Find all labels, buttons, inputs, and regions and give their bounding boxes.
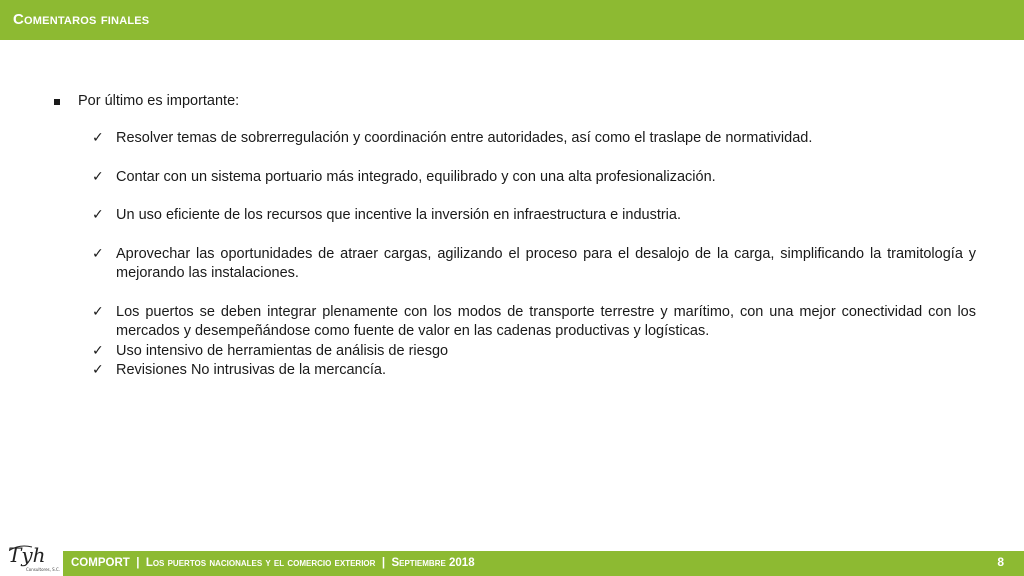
list-item-text: Resolver temas de sobrerregulación y coordinación entre autoridades, así como el traslape de normatividad. xyxy=(116,130,813,146)
page-number: 8 xyxy=(997,555,1004,569)
footer-bar xyxy=(63,551,1024,576)
checkmark-icon: ✓ xyxy=(92,246,104,262)
checkmark-icon: ✓ xyxy=(92,343,104,359)
list-item xyxy=(92,206,976,225)
square-bullet-icon xyxy=(54,99,60,105)
checkmark-icon: ✓ xyxy=(92,207,104,223)
logo-text: Tyh xyxy=(8,543,46,567)
list-item xyxy=(92,245,976,283)
list-item-text: Contar con un sistema portuario más integrado, equilibrado y con una alta profesionalización. xyxy=(116,169,716,185)
footer-date: Septiembre 2018 xyxy=(391,557,475,569)
checkmark-icon: ✓ xyxy=(92,304,104,320)
logo-subtext: Consultores, S.C. xyxy=(26,567,60,572)
list-item-text: Revisiones No intrusivas de la mercancía. xyxy=(116,362,386,378)
list-item-text: Un uso eficiente de los recursos que incentive la inversión en infraestructura e industria. xyxy=(116,207,681,223)
list-item xyxy=(92,129,976,148)
list-item xyxy=(92,168,976,187)
company-logo xyxy=(6,540,60,574)
footer-caption xyxy=(71,557,475,569)
list-item xyxy=(92,361,976,380)
checkmark-icon: ✓ xyxy=(92,362,104,378)
list-item-text: Uso intensivo de herramientas de análisis de riesgo xyxy=(116,343,449,359)
list-item-text: Los puertos se deben integrar plenamente con los modos de transporte terrestre y marítimo, con una mejor conectividad con los mercados y desempeñándose como fuente de valor en las cadenas productivas y logísticas. xyxy=(116,304,976,339)
list-item xyxy=(92,342,976,361)
header-bar xyxy=(0,0,1024,40)
list-item xyxy=(92,303,976,341)
intro-text: Por último es importante: xyxy=(78,93,240,109)
page-title: Comentaros finales xyxy=(13,11,150,28)
checkmark-icon: ✓ xyxy=(92,130,104,146)
footer-subtitle: Los puertos nacionales y el comercio exterior xyxy=(145,557,376,569)
footer-separator: | xyxy=(136,557,140,569)
intro-line xyxy=(54,93,239,109)
footer-brand: COMPORT xyxy=(71,557,130,569)
list-item-text: Aprovechar las oportunidades de atraer cargas, agilizando el proceso para el desalojo de la carga, simplificando la tramitología y mejorando las instalaciones. xyxy=(116,246,976,281)
footer-separator: | xyxy=(381,557,386,569)
checkmark-icon: ✓ xyxy=(92,169,104,185)
